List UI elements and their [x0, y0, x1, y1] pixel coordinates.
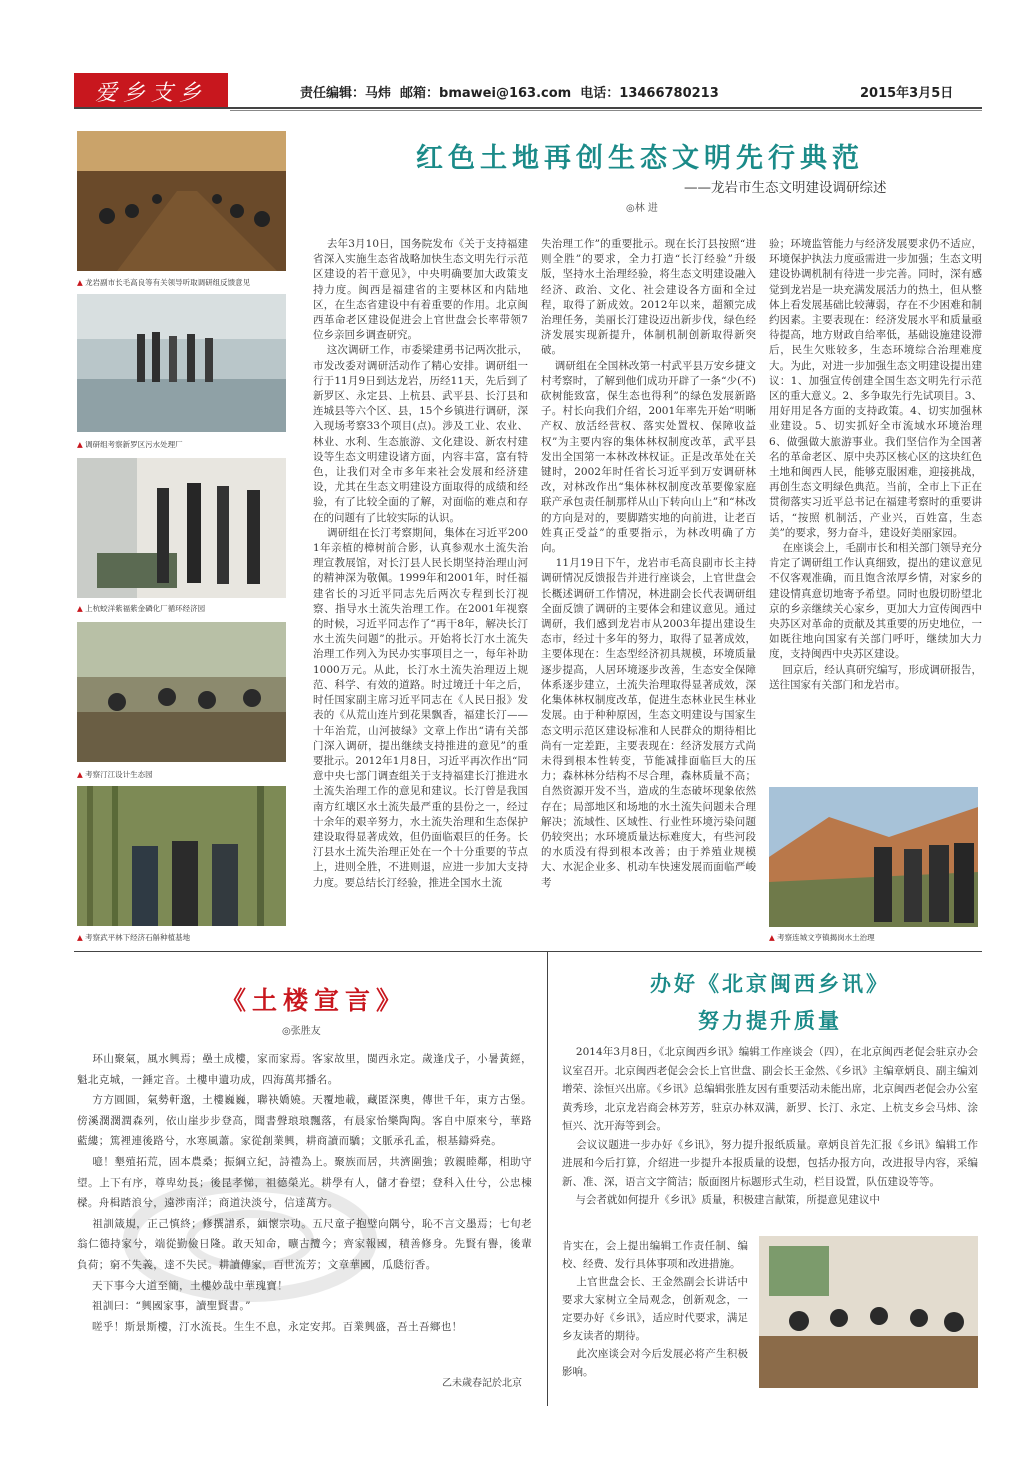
caption-1-text: 龙岩副市长毛高良等有关领导听取调研组反馈意见 [85, 278, 251, 287]
caption-6: ▲ 考察连城文亨镇揭岗水土治理 [769, 933, 875, 942]
caption-5: ▲ 考察武平林下经济石斛种植基地 [77, 933, 191, 942]
caption-4-text: 考察汀江设计生态园 [85, 770, 153, 779]
caption-2-text: 调研组考察新罗区污水处理厂 [85, 440, 183, 449]
article2-signoff: 乙未歲春記於北京 [442, 1378, 522, 1389]
article2-title: 《土楼宣言》 [220, 986, 407, 1015]
photo-dendrobium-base [77, 786, 286, 926]
section-divider-vertical [547, 951, 548, 1406]
article3-title-line2: 努力提升质量 [698, 1008, 842, 1033]
article3-body-narrow: 肯实在，会上提出编辑工作责任制、编校、经费、发行具体事项和改进措施。 上官世盘会长、王金然副会长讲话中要求大家树立全局观念，创新观念，一定要办好《乡讯》，适应时代要求，满足乡友读者的期待。 此次座谈会对今后发展必将产生积极影响。 [562, 1240, 748, 1378]
caption-1: ▲ 龙岩副市长毛高良等有关领导听取调研组反馈意见 [77, 278, 251, 287]
masthead-rule-thin [230, 110, 982, 111]
photo-editorial-meeting [759, 1236, 978, 1388]
article1-column-1: 去年3月10日，国务院发布《关于支持福建省深入实施生态省战略加快生态文明先行示范区建设的若干意见》，中央明确要加大政策支持力度。闽西是福建省的主要林区和内陆地区，在生态省建设中有着重要的作用。北京闽西革命老区建设促进会上官世盘会长率带领7位乡亲回乡调查研究。 这次调研工作，市委梁建勇书记两次批示，市发改委对调研活动作了精心安排。调研组一行于11月9日到达龙岩，历经11天，先后到了新罗区、永定县、上杭县、武平县、长汀县和连城县等六个区、县，15个乡镇进行调研，深入现场考察33个项目(点)。涉及工业、农业、林业、水利、生态旅游、文化建设、新农村建设等生态文明建设诸方面，内容丰富，富有特色，让我们对全市多年来社会发展和经济建设，尤其在生态文明建设方面取得的成绩和经验，有了比较全面的了解，对面临的难点和存在的问题有了比较实际的认识。 调研组在长汀考察期间，集体在习近平2001年亲植的樟树前合影，认真参观水土流失治理宣教展馆，对长汀县人民长期坚持治理山河的精神深为敬佩。1999年和2001年，时任福建省长的习近平同志先后两次专程到长汀视察、指导水土流失治理工作。在2001年视察的时候，习近平同志作了“再干8年，解决长汀水土流失问题”的批示。开始将长汀水土流失治理工作列入为民办实事项目之一，每年补助1000万元。从此，长汀水土流失治理迈上规范、科学、有效的道路。时过境迁十年之后，时任国家副主席习近平同志在《人民日报》发表的《从荒山连片到花果飘香，福建长汀——十年治荒，山河披绿》文章上作出“请有关部门深入调研，提出继续支持推进的意见”的重要批示。2012年1月8日，习近平再次作出“同意中央七部门调查组关于支持福建长汀推进水土流失治理工作的意见和建议。长汀曾是我国南方红壤区水土流失最严重的县份之一，经过十余年的艰辛努力，水土流失治理和生态保护建设取得显著成效，但仍面临艰巨的任务。长汀县水土流失治理正处在一个十分重要的节点上，进则全胜，不进则退，应进一步加大支持力度。要总结长汀经验，推进全国水土流 [313, 238, 529, 889]
photo-feedback-meeting [77, 131, 286, 271]
article3-title-line1: 办好《北京闽西乡讯》 [650, 971, 890, 996]
article1-title: 红色土地再创生态文明先行典范 [416, 143, 864, 174]
photo-soil-erosion-site [769, 787, 978, 927]
article2-body: 环山聚氣，風水興焉；壘土成樓，家而家焉。客家故里，閩西永定。歲逢戊子，小暑黃經，魁北克城，一錘定音。土樓申遺功成，四海萬邦播名。 方方圓圓，氣勢軒邈，土樓巍巍，聯袂嬌嬈。天覆地載，藏匿深奧，傳世千年，東方古堡。傍溪濶濶潤森列，依山崖步步登高，聞書聲琅琅飄落，有晨家怡樂陶陶。客自中原來兮，華路藍縷；篤裡連後路兮，水寒風蕭。家從創業興，耕商讀而驕；文脈承孔孟，根基鑄舜堯。 噫！墾殖拓荒，固本農桑；振綱立紀，詩禮為上。聚族而居，共濟圍強；敦親睦鄰，相助守望。上下有序，尊卑幼長；後昆孝悌，祖德榮光。耕學有人，儲才眷望；登科入仕兮，公忠棟樑。舟楫踏浪兮，遠渉南洋；商道決淡兮，信達萬方。 祖訓箴規，正己慎終；修撰譜系，緬懷宗功。五尺童子抱璧向隅兮，恥不言文墨焉；七旬老翁仁德持家兮，端從勤儉日隆。敢天知命，曠古攬今；齊家報國，積善修身。先賢有譽，後輩負荷；窮不失義，達不失民。耕讀傳家，百世流芳；文章華國，瓜瓞衍香。 天下事今大道至簡，土樓妙哉中華瑰寶！ 祖訓曰：“興國家事，讀聖賢書。” 嗟乎！斯景斯樓，汀水流長。生生不息，永定安邦。百業興盛，吾土吾鄉也！ [77, 1053, 532, 1333]
article1-author: ◎林 进 [626, 203, 658, 214]
caption-5-text: 考察武平林下经济石斛种植基地 [85, 933, 191, 942]
caption-3: ▲ 上杭蛟洋紫福紫金磷化厂循环经济园 [77, 604, 206, 613]
masthead-date: 2015年3月5日 [860, 86, 954, 101]
caption-3-text: 上杭蛟洋紫福紫金磷化厂循环经济园 [85, 604, 206, 613]
masthead-rule [74, 107, 982, 109]
section-divider-horizontal [74, 951, 982, 952]
article2-author: ◎张胜友 [282, 1026, 321, 1037]
article1-column-2: 失治理工作”的重要批示。现在长汀县按照“进则全胜”的要求，全力打造“长汀经验”升级版，坚持水土治理经验，将生态文明建设融入经济、政治、文化、社会建设各方面和全过程，取得了新成效。2012年以来，超额完成治理任务，美丽长汀建设迈出新步伐，绿色经济发展实现新提升，体制机制创新取得新突破。 调研组在全国林改第一村武平县万安乡捷文村考察时，了解到他们成功开辟了一条“少(不)砍树能致富，保生态也得利”的绿色发展新路子。村长向我们介绍，2001年率先开始“明晰产权、放活经营权、落实处置权、保障收益权”为主要内容的集体林权制度改革，武平县发出全国第一本林改林权证。正是改革处在关键时，2002年时任省长习近平到万安调研林改，对林改作出“集体林权制度改革要像家庭联产承包责任制那样从山下转向山上”和“林改的方向是对的，要脚踏实地的向前进，让老百姓真正受益”的重要指示，为林改明确了方向。 11月19日下午，龙岩市毛高良副市长主持调研情况反馈报告并进行座谈会，上官世盘会长概述调研工作情况，林进副会长代表调研组全面反馈了调研的主要体会和建议意见。通过调研，我们感到龙岩市从2003年提出建设生态市，经过十多年的努力，取得了显著成效，主要体现在：生态型经济初具规模，环境质量逐步提高，人居环境逐步改善，生态安全保障体系逐步建立，土流失治理取得显著成效，深化集体林权制度改革，促进生态林业民生林业发展。由于种种原因，生态文明建设与国家生态文明示范区建设标准和人民群众的期待相比尚有一定差距，主要表现在：经济发展方式尚未得到根本性转变，节能减排面临巨大的压力；森林林分结构不尽合理，森林质量不高；自然资源开发不当，造成的生态破坏现象依然存在；局部地区和场地的水土流失问题未合理解决；流域性、区域性、行业性环境污染问题仍较突出；水环境质量达标难度大，有些河段的水质没有得到根本改善；由于养殖业规模大、水泥企业多、机动车快速发展而面临严峻考 [541, 238, 757, 889]
caption-2: ▲ 调研组考察新罗区污水处理厂 [77, 440, 183, 449]
caption-6-text: 考察连城文亨镇揭岗水土治理 [777, 933, 875, 942]
photo-circular-economy [77, 458, 286, 598]
caption-4: ▲ 考察汀江设计生态园 [77, 770, 153, 779]
masthead-editor: 责任编辑：马炜 邮箱：bmawei@163.com 电话：13466780213 [300, 86, 719, 101]
article3-body-wide: 2014年3月8日，《北京闽西乡讯》编辑工作座谈会（四），在北京闽西老促会驻京办会议室召开。北京闽西老促会会长上官世盘、副会长王金然、《乡讯》主编章炳良、副主编刘增荣、涂恒兴出席。《乡讯》总编辑张胜友因有重要活动未能出席，北京闽西老促会办公室黄秀珍，北京龙岩商会林芳芳，驻京办林双满，新罗、长汀、永定、上杭支乡会马炜、涂恒兴、沈开海等到会。 会议议题进一步办好《乡讯》，努力提升报纸质量。章炳良首先汇报《乡讯》编辑工作进展和今后打算，介绍进一步提升本报质量的设想，包括办报方向，改进报导内容，采编新、准、深，语言文字简洁；版面图片标题形式生动，栏目设置，队伍建设等等。 与会者就如何提升《乡讯》质量，积极建言献策，所提意见建议中 [562, 1046, 978, 1206]
photo-sewage-plant [77, 294, 286, 432]
column-tag-label: 爱乡支乡 [94, 80, 207, 106]
article1-subtitle: ——龙岩市生态文明建设调研综述 [684, 180, 887, 196]
column-tag [74, 73, 228, 109]
article1-column-3: 验；环境监管能力与经济发展要求仍不适应，环境保护执法力度亟需进一步加强；生态文明建设协调机制有待进一步完善。同时，深有感觉到龙岩是一块充满发展活力的热土，但从整体上看发展基础比较薄弱，存在不少困难和制约因素。主要表现在：经济发展水平和质量亟待提高，地方财政自给率低，基础设施建设滞后，民生欠账较多，生态环境综合治理难度大。为此，对进一步加强生态文明建设提出建议：1、加强宣传创建全国生态文明先行示范区的重大意义。2、多争取先行先试项目。3、用好用足各方面的支持政策。4、切实加强林业建设。5、切实抓好全市流域水环境治理 6、做强做大旅游事业。我们坚信作为全国著名的革命老区、原中央苏区核心区的这块红色土地和闽西人民，能够克服困难，迎接挑战，再创生态文明绿色典范。当前，全市上下正在贯彻落实习近平总书记在福建考察时的重要讲话，“按照 机制活，产业兴，百姓富，生态美”的要求，努力奋斗，建设好美丽家园。 在座谈会上，毛副市长和相关部门领导充分肯定了调研组工作认真细致，提出的建议意见不仅客观准确，而且饱含浓厚乡情，对家乡的建设情真意切地寄予希望。同时也殷切盼望北京的乡亲继续关心家乡，更加大力宣传闽西中央苏区对革命的贡献及其重要的历史地位，一如既往地向国家有关部门呼吁，继续加大力度，支持闽西中央苏区建设。 回京后，经认真研究编写，形成调研报告，送往国家有关部门和龙岩市。 [769, 238, 983, 691]
photo-eco-garden [77, 622, 286, 762]
